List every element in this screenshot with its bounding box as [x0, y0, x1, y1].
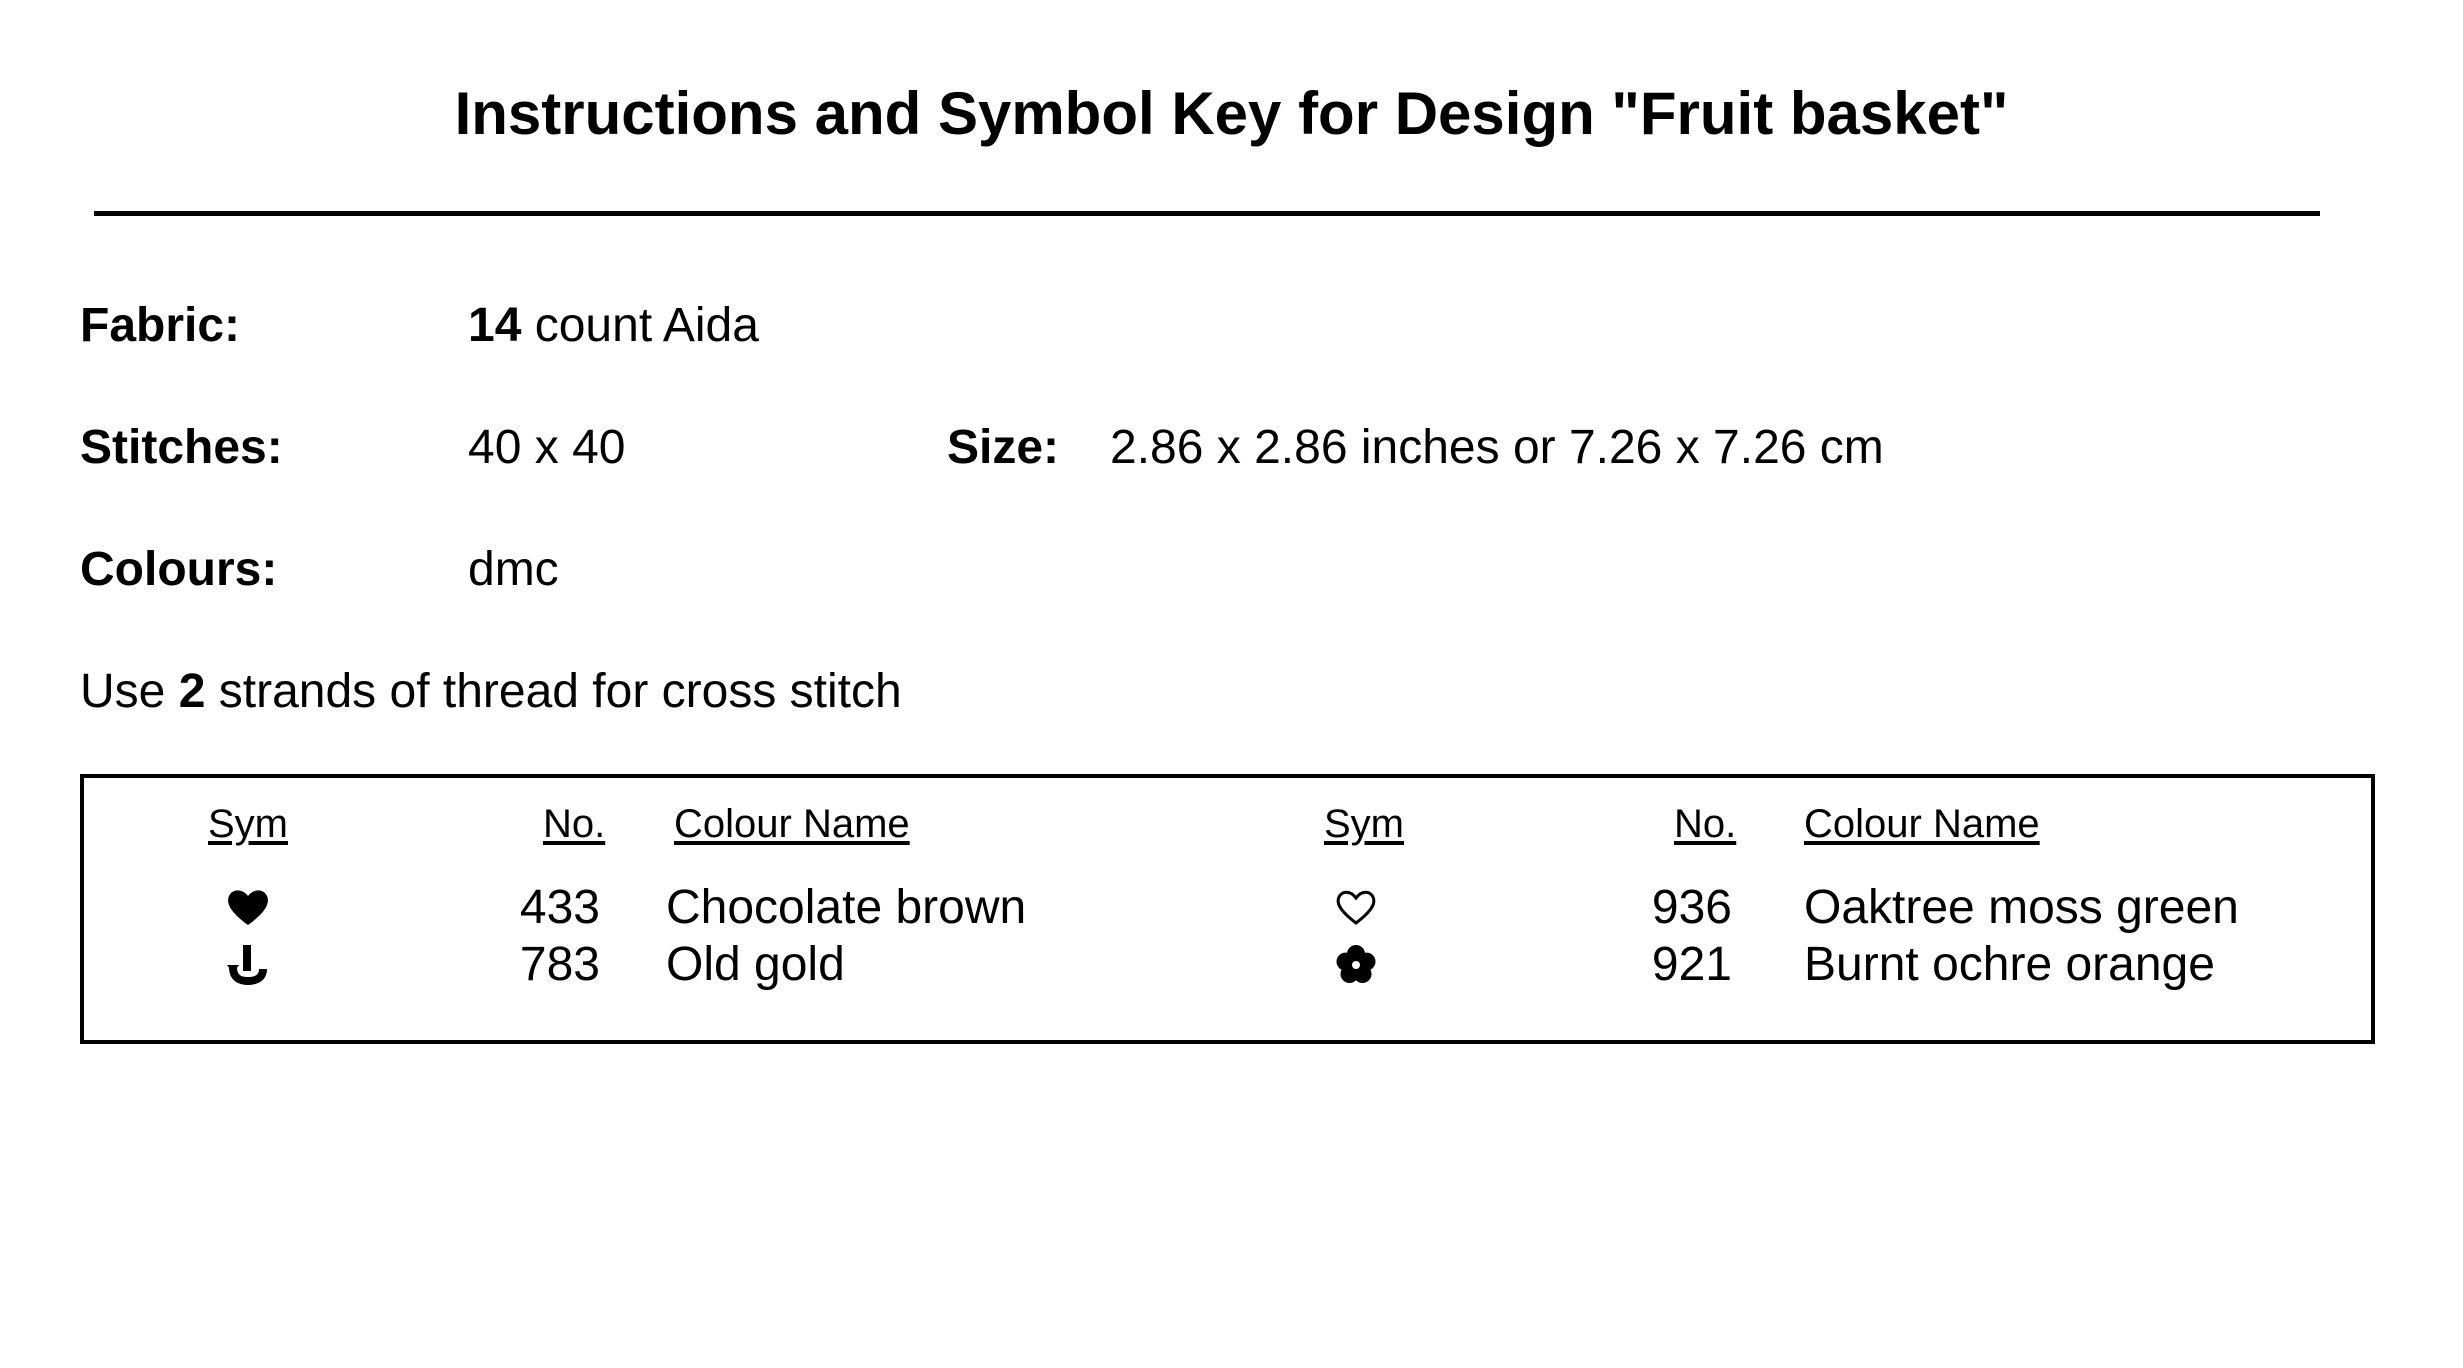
- size-label: Size:: [947, 421, 1060, 474]
- entry-no: 783: [519, 938, 600, 991]
- header-name-right: Colour Name: [1804, 802, 2040, 846]
- fabric-text: count Aida: [534, 299, 759, 352]
- entry-no: 921: [1651, 938, 1732, 991]
- stitches-value: 40 x 40: [468, 421, 626, 474]
- title-divider: [94, 211, 2320, 216]
- header-sym-right: Sym: [1324, 802, 1404, 846]
- entry-name: Oaktree moss green: [1804, 881, 2239, 934]
- size-value: 2.86 x 2.86 inches or 7.26 x 7.26 cm: [1110, 421, 1884, 474]
- strands-instruction: [80, 664, 902, 720]
- stitches-label: Stitches:: [80, 421, 283, 474]
- colours-value: dmc: [468, 543, 559, 596]
- header-no-right: No.: [1674, 802, 1737, 846]
- fabric-label: Fabric:: [80, 299, 241, 352]
- header-sym-left: Sym: [208, 802, 288, 846]
- outline-heart-icon: [1326, 882, 1386, 932]
- entry-name: Burnt ochre orange: [1804, 938, 2215, 991]
- entry-no: 433: [519, 881, 600, 934]
- entry-name: Chocolate brown: [666, 881, 1027, 934]
- colours-label: Colours:: [80, 543, 278, 596]
- entry-name: Old gold: [666, 938, 845, 991]
- strands-count: 2: [178, 665, 206, 718]
- fabric-count: 14: [468, 299, 522, 352]
- header-no-left: No.: [543, 802, 606, 846]
- entry-no: 936: [1651, 881, 1732, 934]
- flower-icon: [1326, 940, 1386, 990]
- fabric-value: [468, 298, 759, 354]
- anchor-hook-icon: [218, 940, 278, 990]
- strands-prefix: Use: [80, 665, 166, 718]
- page-title: Instructions and Symbol Key for Design "Fruit basket": [454, 80, 2009, 147]
- header-name-left: Colour Name: [674, 802, 910, 846]
- filled-heart-icon: [218, 882, 278, 932]
- strands-suffix: strands of thread for cross stitch: [218, 665, 902, 718]
